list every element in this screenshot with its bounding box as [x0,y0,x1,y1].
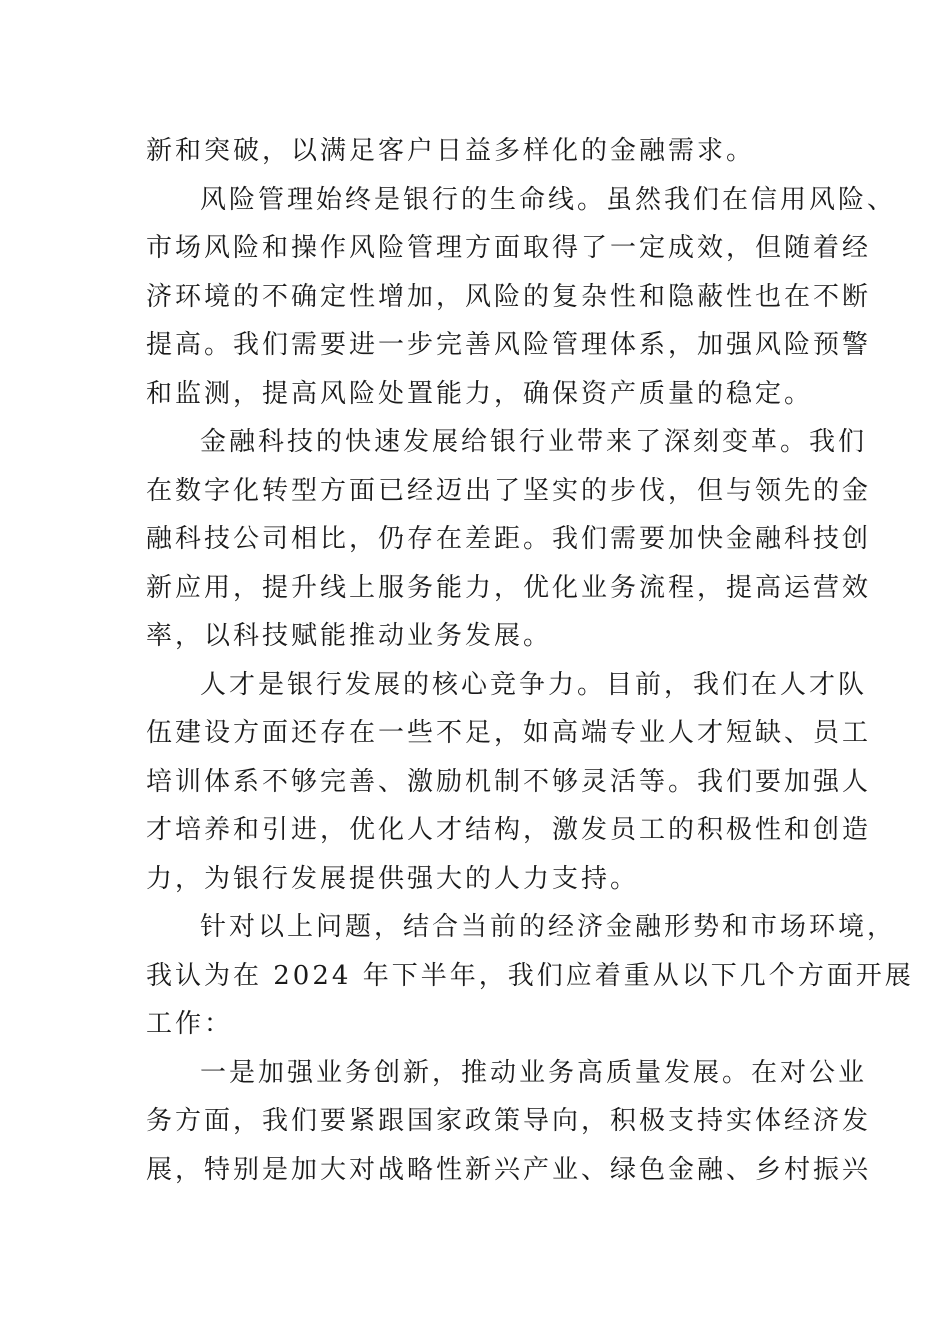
text-line: 培训体系不够完善、激励机制不够灵活等。我们要加强人 [146,766,872,797]
text-line: 和监测，提高风险处置能力，确保资产质量的稳定。 [146,378,814,409]
text-line: 才培养和引进，优化人才结构，激发员工的积极性和创造 [146,815,872,845]
paragraph-start-line: 一是加强业务创新，推动业务高质量发展。在对公业 [200,1057,868,1088]
paragraph-start-line: 人才是银行发展的核心竞争力。目前，我们在人才队 [200,669,868,700]
text-line: 新和突破，以满足客户日益多样化的金融需求。 [146,136,756,166]
text-line: 力，为银行发展提供强大的人力支持。 [146,863,640,894]
text-line: 展，特别是加大对战略性新兴产业、绿色金融、乡村振兴 [146,1154,872,1185]
text-line: 务方面，我们要紧跟国家政策导向，积极支持实体经济发 [146,1106,872,1136]
paragraph-start-line: 针对以上问题，结合当前的经济金融形势和市场环境， [200,912,897,942]
text-line: 在数字化转型方面已经迈出了坚实的步伐，但与领先的金 [146,475,872,506]
text-line: 率，以科技赋能推动业务发展。 [146,621,553,651]
text-line: 工作： [146,1009,234,1039]
text-line: 济环境的不确定性增加，风险的复杂性和隐蔽性也在不断 [146,281,872,312]
text-line: 伍建设方面还存在一些不足，如高端专业人才短缺、员工 [146,718,872,748]
text-line: 新应用，提升线上服务能力，优化业务流程，提高运营效 [146,572,872,603]
body-text [146,127,914,1194]
text-line: 融科技公司相比，仍存在差距。我们需要加快金融科技创 [146,524,872,554]
paragraph-start-line: 金融科技的快速发展给银行业带来了深刻变革。我们 [200,427,868,457]
text-line: 提高。我们需要进一步完善风险管理体系，加强风险预警 [146,330,872,360]
text-line: 我认为在 2024 年下半年，我们应着重从以下几个方面开展 [146,960,914,991]
text-line: 市场风险和操作风险管理方面取得了一定成效，但随着经 [146,233,872,263]
paragraph-start-line: 风险管理始终是银行的生命线。虽然我们在信用风险、 [200,184,897,215]
